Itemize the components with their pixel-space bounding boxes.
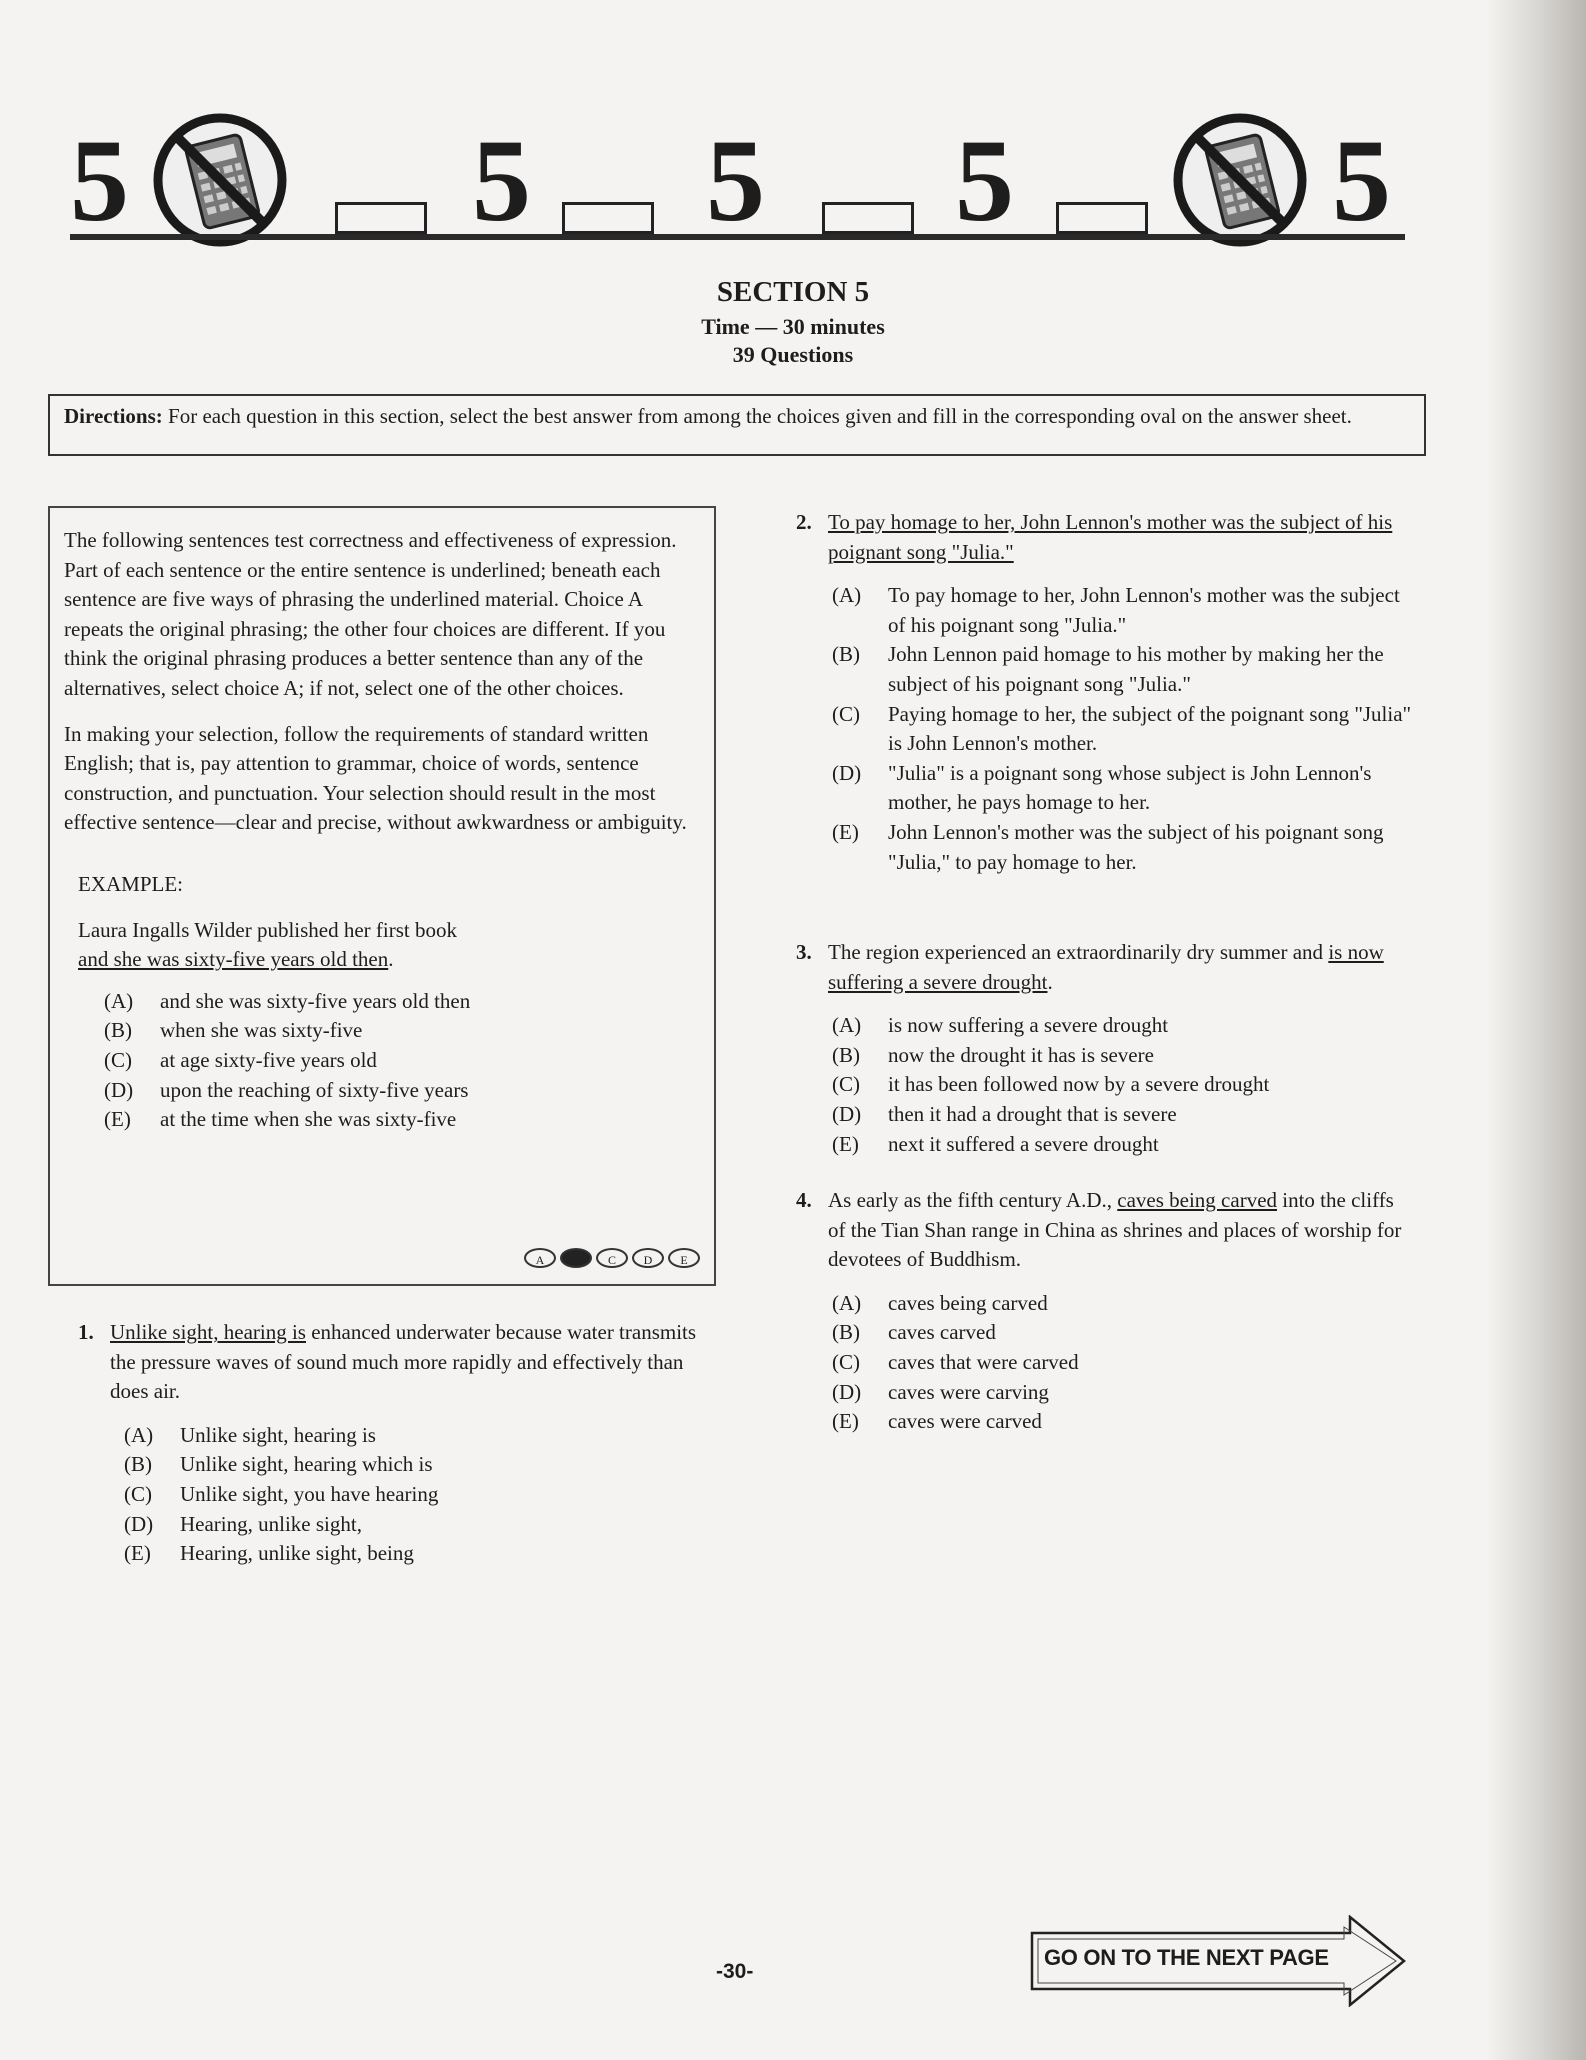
section-digit: 5: [1332, 115, 1391, 246]
example-choices: [104, 987, 700, 1135]
question-underlined: is now suffering a severe drought: [828, 940, 1384, 994]
section-digit: 5: [70, 115, 129, 246]
option-letter: (B): [124, 1452, 152, 1477]
option-text: To pay homage to her, John Lennon's mother was the subject of his poignant song "Julia.": [888, 583, 1400, 637]
directions-box: [48, 394, 1426, 456]
question-stem-rest: .: [1047, 969, 1053, 994]
question-underlined: caves being carved: [1117, 1188, 1278, 1212]
example-sentence-start: Laura Ingalls Wilder published her first book: [78, 917, 458, 942]
option-letter: (D): [124, 1511, 154, 1536]
question-stem: [828, 938, 1416, 997]
section-digit: 5: [955, 115, 1014, 246]
option-text: caves were carved: [888, 1409, 1042, 1434]
question-number: 1.: [78, 1320, 94, 1344]
section-header-band: [70, 110, 1405, 246]
question-3: [796, 938, 1416, 1159]
answer-option: [832, 1011, 1416, 1041]
choice-letter: (E): [104, 1107, 131, 1132]
directions-text: For each question in this section, select the best answer from among the choices given and fill in the corresponding oval on the answer sheet.: [168, 404, 1352, 428]
option-text: caves that were carved: [888, 1349, 1079, 1374]
option-text: it has been followed now by a severe drought: [888, 1072, 1270, 1097]
directions-label: Directions:: [64, 404, 163, 428]
answer-option: [124, 1450, 718, 1480]
answer-oval: A: [524, 1248, 556, 1268]
answer-option: [832, 640, 1416, 699]
question-stem-rest: enhanced underwater because water transmits the pressure waves of sound much more rapidly and effectively than does air.: [110, 1320, 697, 1404]
option-text: Hearing, unlike sight,: [180, 1511, 362, 1536]
question-underlined: To pay homage to her, John Lennon's mother was the subject of his poignant song "Julia.": [828, 510, 1393, 564]
example-choice: [104, 1046, 700, 1076]
choice-text: at the time when she was sixty-five: [160, 1107, 457, 1132]
choice-text: when she was sixty-five: [160, 1018, 363, 1043]
header-dash-box: [822, 202, 914, 234]
answer-oval-filled: B: [560, 1248, 592, 1268]
answer-oval: C: [596, 1248, 628, 1268]
example-answer-ovals: [524, 1248, 700, 1268]
option-text: then it had a drought that is severe: [888, 1101, 1177, 1126]
answer-oval: D: [632, 1248, 664, 1268]
answer-option: [124, 1421, 718, 1451]
option-text: Hearing, unlike sight, being: [180, 1541, 414, 1566]
question-options: [832, 581, 1416, 877]
option-letter: (E): [124, 1541, 151, 1566]
question-1: [78, 1318, 718, 1569]
option-text: Paying homage to her, the subject of the poignant song "Julia" is John Lennon's mother.: [888, 701, 1412, 756]
question-stem: [828, 508, 1416, 567]
instructions-paragraph: In making your selection, follow the requirements of standard written English; that is, pay attention to grammar, choice of words, sentence construction, and punctuation. Your selection should result in the most effective sentence—clear and precise, without awkwardness or ambiguity.: [64, 721, 687, 835]
answer-option: [832, 818, 1416, 877]
answer-option: [832, 1041, 1416, 1071]
question-number: 2.: [796, 510, 812, 534]
section-title: SECTION 5: [716, 276, 870, 308]
choice-text: and she was sixty-five years old then: [160, 988, 471, 1013]
example-sentence: [78, 916, 700, 975]
option-letter: (D): [832, 1101, 862, 1126]
no-calculator-icon: [1170, 110, 1310, 250]
answer-option: [124, 1539, 718, 1569]
option-letter: (C): [832, 1349, 860, 1374]
option-letter: (B): [832, 642, 860, 667]
no-calculator-icon: [150, 110, 290, 250]
option-letter: (A): [832, 1013, 862, 1038]
question-options: [124, 1421, 718, 1569]
answer-option: [832, 1070, 1416, 1100]
question-stem-start: The region experienced an extraordinarily dry summer and: [828, 940, 1329, 964]
page-number: -30-: [716, 1960, 754, 1983]
instructions-paragraph: The following sentences test correctness and effectiveness of expression. Part of each sentence or the entire sentence is underlined; beneath each sentence are five ways of phrasing the underlined material. Choice A repeats the original phrasing; the other four choices are different. If you think the original phrasing produces a better sentence than any of the alternatives, select choice A; if not, select one of the other choices.: [64, 528, 677, 700]
choice-text: upon the reaching of sixty-five years: [160, 1077, 469, 1102]
question-2: [796, 508, 1416, 877]
question-number: 3.: [796, 940, 812, 964]
choice-text: at age sixty-five years old: [160, 1047, 377, 1072]
answer-option: [832, 1100, 1416, 1130]
header-dash-box: [1056, 202, 1148, 234]
option-text: Unlike sight, hearing which is: [180, 1452, 433, 1477]
header-dash-box: [335, 202, 427, 234]
option-letter: (A): [124, 1422, 154, 1447]
example-sentence-end: .: [388, 947, 394, 972]
answer-option: [832, 1348, 1416, 1378]
answer-option: [832, 1378, 1416, 1408]
option-letter: (A): [832, 1290, 862, 1315]
choice-letter: (C): [104, 1047, 132, 1072]
example-choice: [104, 987, 700, 1017]
choice-letter: (A): [104, 988, 134, 1013]
option-letter: (E): [832, 1409, 859, 1434]
example-choice: [104, 1105, 700, 1135]
question-stem: [828, 1186, 1416, 1275]
question-underlined: Unlike sight, hearing is: [110, 1320, 306, 1344]
option-text: Unlike sight, hearing is: [180, 1422, 376, 1447]
option-letter: (E): [832, 819, 859, 844]
answer-option: [124, 1480, 718, 1510]
section-question-count: 39 Questions: [732, 342, 854, 367]
question-options: [832, 1289, 1416, 1437]
example-choice: [104, 1016, 700, 1046]
section-digit: 5: [706, 115, 765, 246]
choice-letter: (D): [104, 1077, 134, 1102]
instructions-box: [48, 506, 716, 1286]
example-label: EXAMPLE:: [78, 871, 183, 896]
option-letter: (E): [832, 1131, 859, 1156]
answer-option: [832, 1318, 1416, 1348]
option-letter: (C): [832, 701, 860, 726]
example-choice: [104, 1076, 700, 1106]
option-letter: (D): [832, 1379, 862, 1404]
answer-option: [832, 759, 1416, 818]
question-stem-start: As early as the fifth century A.D.,: [828, 1188, 1118, 1212]
question-options: [832, 1011, 1416, 1159]
answer-oval: E: [668, 1248, 700, 1268]
question-4: [796, 1186, 1416, 1437]
answer-option: [832, 1407, 1416, 1437]
page-edge-shadow: [1486, 0, 1586, 2060]
option-letter: (C): [832, 1072, 860, 1097]
option-letter: (B): [832, 1320, 860, 1345]
option-text: "Julia" is a poignant song whose subject is John Lennon's mother, he pays homage to her.: [888, 760, 1372, 815]
option-letter: (B): [832, 1042, 860, 1067]
choice-letter: (B): [104, 1018, 132, 1043]
answer-option: [832, 581, 1416, 640]
question-number: 4.: [796, 1188, 812, 1212]
option-text: Unlike sight, you have hearing: [180, 1481, 439, 1506]
answer-option: [832, 1289, 1416, 1319]
option-text: caves being carved: [888, 1290, 1048, 1315]
option-text: caves were carving: [888, 1379, 1049, 1404]
option-letter: (D): [832, 760, 862, 785]
option-text: now the drought it has is severe: [888, 1042, 1154, 1067]
option-text: John Lennon's mother was the subject of his poignant song "Julia," to pay homage to her.: [888, 819, 1384, 874]
option-text: caves carved: [888, 1320, 996, 1345]
section-digit: 5: [472, 115, 531, 246]
next-page-label: GO ON TO THE NEXT PAGE: [1044, 1945, 1329, 1970]
next-page-arrow: [1030, 1915, 1406, 2007]
example-underlined: and she was sixty-five years old then: [78, 947, 389, 972]
option-letter: (C): [124, 1481, 152, 1506]
header-dash-box: [562, 202, 654, 234]
question-stem-rest: into the cliffs of the Tian Shan range in China as shrines and places of worship for devotees of Buddhism.: [828, 1188, 1402, 1272]
option-text: John Lennon paid homage to his mother by making her the subject of his poignant song "Julia.": [888, 642, 1384, 696]
option-text: next it suffered a severe drought: [888, 1131, 1159, 1156]
answer-option: [832, 1130, 1416, 1160]
option-letter: (A): [832, 583, 862, 608]
question-stem: [110, 1318, 718, 1407]
answer-option: [124, 1510, 718, 1540]
option-text: is now suffering a severe drought: [888, 1013, 1169, 1038]
answer-option: [832, 700, 1416, 759]
section-time: Time — 30 minutes: [701, 314, 885, 339]
